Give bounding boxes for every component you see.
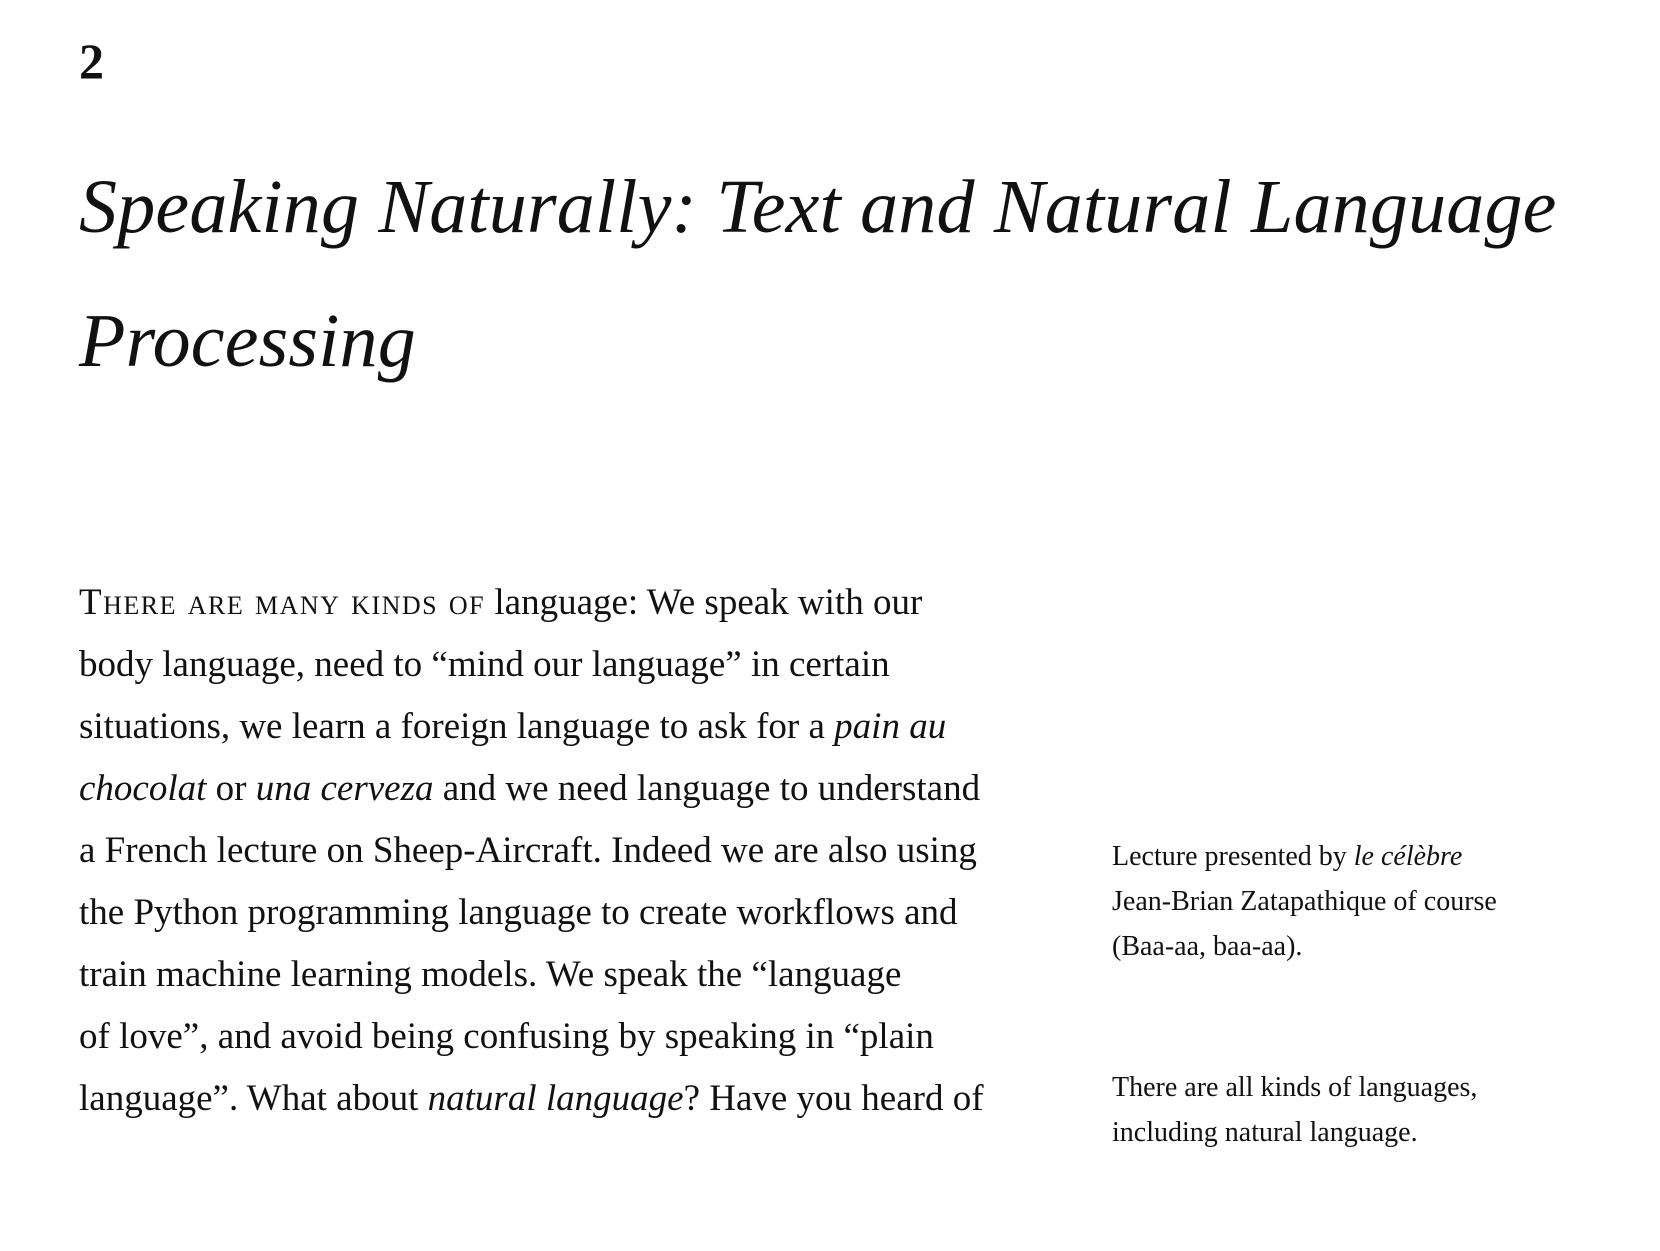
chapter-title: Speaking Naturally: Text and Natural Language Processing	[79, 165, 1557, 383]
italic-phrase: una cerveza	[255, 768, 434, 809]
body-text-fragment: language”. What about	[79, 1078, 428, 1119]
margin-note-languages	[1112, 1065, 1592, 1155]
note-line: There are all kinds of languages,	[1112, 1072, 1478, 1103]
italic-phrase: natural language	[427, 1078, 684, 1119]
body-line-7: train machine learning models. We speak the “language	[79, 954, 902, 995]
margin-notes	[1112, 834, 1592, 1251]
note-text-fragment: Lecture presented by	[1112, 841, 1354, 872]
body-line-8: of love”, and avoid being confusing by speaking in “plain	[79, 1016, 934, 1057]
italic-phrase: chocolat	[79, 768, 207, 809]
chapter-number: 2	[79, 33, 104, 89]
lead-in-smallcaps: There are many kinds of	[79, 582, 486, 623]
body-text-fragment: situations, we learn a foreign language to ask for a	[79, 706, 835, 747]
body-line-1	[79, 572, 1059, 634]
note-line	[1112, 834, 1592, 879]
italic-phrase: pain au	[834, 706, 947, 747]
body-text-fragment: and we need language to understand	[433, 768, 981, 809]
body-line-3	[79, 696, 1059, 758]
body-line-6: the Python programming language to create workflows and	[79, 892, 958, 933]
body-line-2: body language, need to “mind our language” in certain	[79, 644, 890, 685]
body-line-9	[79, 1068, 1059, 1130]
body-text-fragment: ? Have you heard of	[683, 1078, 984, 1119]
note-line: Jean-Brian Zatapathique of course	[1112, 886, 1497, 917]
body-line-4	[79, 758, 1059, 820]
note-line: (Baa-aa, baa-aa).	[1112, 931, 1303, 962]
body-text-fragment: language: We speak with our	[485, 582, 923, 623]
note-italic-phrase: le célèbre	[1353, 841, 1463, 872]
body-line-5: a French lecture on Sheep-Aircraft. Indeed we are also using	[79, 830, 977, 871]
note-line: including natural language.	[1112, 1117, 1418, 1148]
margin-note-lecture	[1112, 834, 1592, 969]
body-paragraph	[79, 572, 1059, 1130]
body-text-fragment: or	[206, 768, 256, 809]
